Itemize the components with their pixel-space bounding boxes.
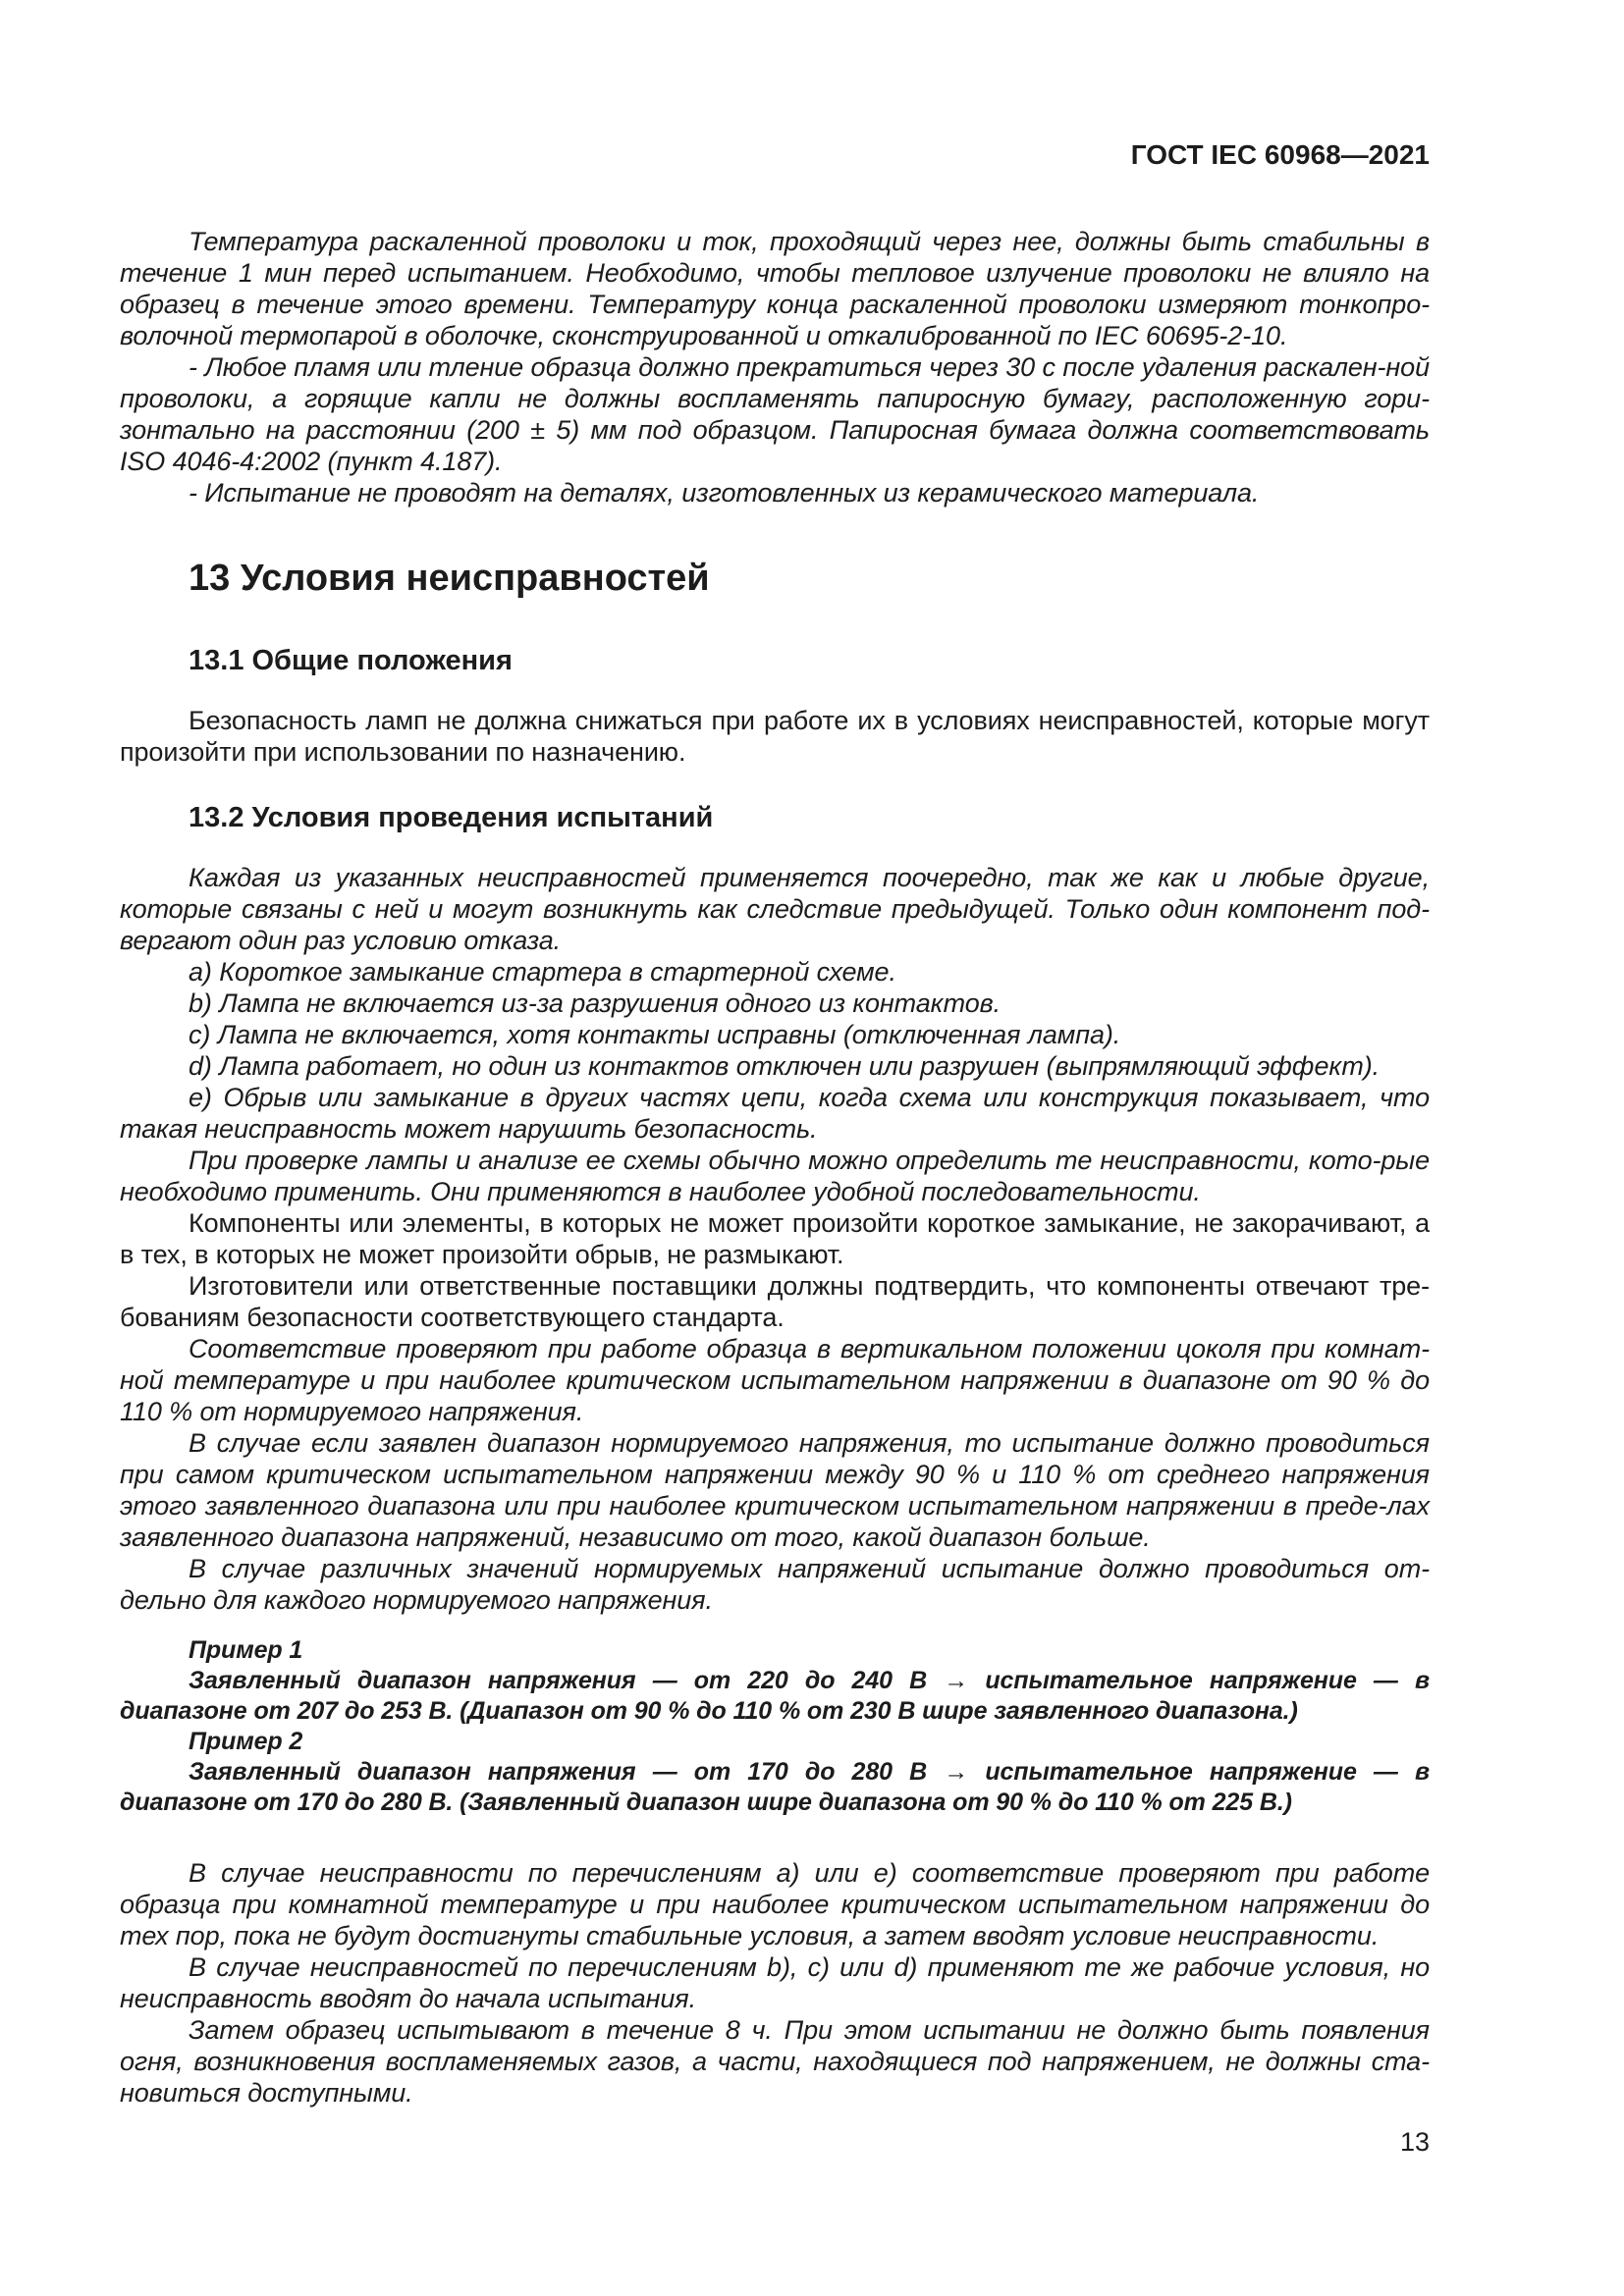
subsection-heading-13-2: 13.2 Условия проведения испытаний	[189, 802, 714, 833]
paragraph-flame-requirement: - Любое пламя или тление образца должно прекратиться через 30 с после удаления раскален-ной проволоки, а горящие капли не должны воспламенять папиросную бумагу, расположенную гори-зонтально на расстоянии (200 ± 5) мм под образцом. Папиросная бумага должна соответствовать ISO 4046-4:2002 (пункт 4.187).	[120, 352, 1430, 476]
paragraph-separate-test: В случае различных значений нормируемых напряжений испытание должно проводиться от-дельно для каждого нормируемого напряжения.	[120, 1554, 1430, 1615]
document-code: ГОСТ IEC 60968—2021	[1130, 139, 1430, 170]
paragraph-components-shorting: Компоненты или элементы, в которых не может произойти короткое замыкание, не закорачивают, а в тех, в которых не может произойти обрыв, не размыкают.	[120, 1208, 1430, 1269]
list-item-b: b) Лампа не включается из-за разрушения одного из контактов.	[189, 988, 1001, 1018]
subsection-heading-13-1: 13.1 Общие положения	[189, 645, 513, 676]
paragraph-declared-voltage-range: В случае если заявлен диапазон нормируемого напряжения, то испытание должно проводиться при самом критическом испытательном напряжении между 90 % и 110 % от среднего напряжения этого заявленного диапазона или при наиболее критическом испытательном напряжении в преде-лах заявленного диапазона напряжений, независимо от того, какой диапазон больше.	[120, 1428, 1430, 1552]
example-1-text: Заявленный диапазон напряжения — от 220 до 240 В → испытательное напряжение — в диапазоне от 207 до 253 В. (Диапазон от 90 % до 110 % от 230 В шире заявленного диапазона.)	[120, 1667, 1430, 1725]
list-item-c: c) Лампа не включается, хотя контакты исправны (отключенная лампа).	[189, 1020, 1121, 1049]
paragraph-lamp-safety: Безопасность ламп не должна снижаться при работе их в условиях неисправностей, которые могут произойти при использовании по назначению.	[120, 706, 1430, 767]
page-number: 13	[1399, 2127, 1430, 2157]
paragraph-faults-b-c-d-conditions: В случае неисправностей по перечислениям b), c) или d) применяют те же рабочие условия, но неисправность вводят до начала испытания.	[120, 1952, 1430, 2013]
examples-block	[120, 1635, 1430, 1818]
list-item-d: d) Лампа работает, но один из контактов отключен или разрушен (выпрямляющий эффект).	[189, 1051, 1380, 1081]
paragraph-compliance-check: Соответствие проверяют при работе образца в вертикальном положении цоколя при комнат-ной температуре и при наиболее критическом испытательном напряжении в диапазоне от 90 % до 110 % от нормируемого напряжения.	[120, 1334, 1430, 1426]
paragraph-manufacturers-confirmation: Изготовители или ответственные поставщики должны подтвердить, что компоненты отвечают тре-бованиям безопасности соответствующего стандарта.	[120, 1271, 1430, 1332]
list-item-e: e) Обрыв или замыкание в других частях цепи, когда схема или конструкция показывает, что такая неисправность может нарушить безопасность.	[120, 1083, 1430, 1144]
paragraph-fault-application: Каждая из указанных неисправностей применяется поочередно, так же как и любые другие, которые связаны с ней и могут возникнуть как следствие предыдущей. Только один компонент под-вергают один раз условию отказа.	[120, 863, 1430, 955]
paragraph-8h-test: Затем образец испытывают в течение 8 ч. При этом испытании не должно быть появления огня, возникновения воспламеняемых газов, а части, находящиеся под напряжением, не должны ста-новиться доступными.	[120, 2015, 1430, 2108]
list-item-a: a) Короткое замыкание стартера в стартерной схеме.	[189, 957, 896, 987]
section-heading-13: 13 Условия неисправностей	[189, 558, 710, 599]
paragraph-faults-a-e-conditions: В случае неисправности по перечислениям a) или e) соответствие проверяют при работе образца при комнатной температуре и при наиболее критическом испытательном напряжении до тех пор, пока не будут достигнуты стабильные условия, а затем вводят условие неисправности.	[120, 1858, 1430, 1950]
paragraph-glow-wire-temperature: Температура раскаленной проволоки и ток, проходящий через нее, должны быть стабильны в течение 1 мин перед испытанием. Необходимо, чтобы тепловое излучение проволоки не влияло на образец в течение этого времени. Температуру конца раскаленной проволоки измеряют тонкопро-волочной термопарой в оболочке, сконструированной и откалиброванной по IEC 60695-2-10.	[120, 227, 1430, 350]
example-2-label: Пример 2	[189, 1728, 303, 1755]
paragraph-ceramic-exception: - Испытание не проводят на деталях, изготовленных из керамического материала.	[189, 478, 1260, 507]
example-2-text: Заявленный диапазон напряжения — от 170 до 280 В → испытательное напряжение — в диапазоне от 170 до 280 В. (Заявленный диапазон шире диапазона от 90 % до 110 % от 225 В.)	[120, 1758, 1430, 1816]
example-1-label: Пример 1	[189, 1636, 303, 1664]
paragraph-lamp-inspection: При проверке лампы и анализе ее схемы обычно можно определить те неисправности, кото-рые необходимо применить. Они применяются в наиболее удобной последовательности.	[120, 1146, 1430, 1206]
